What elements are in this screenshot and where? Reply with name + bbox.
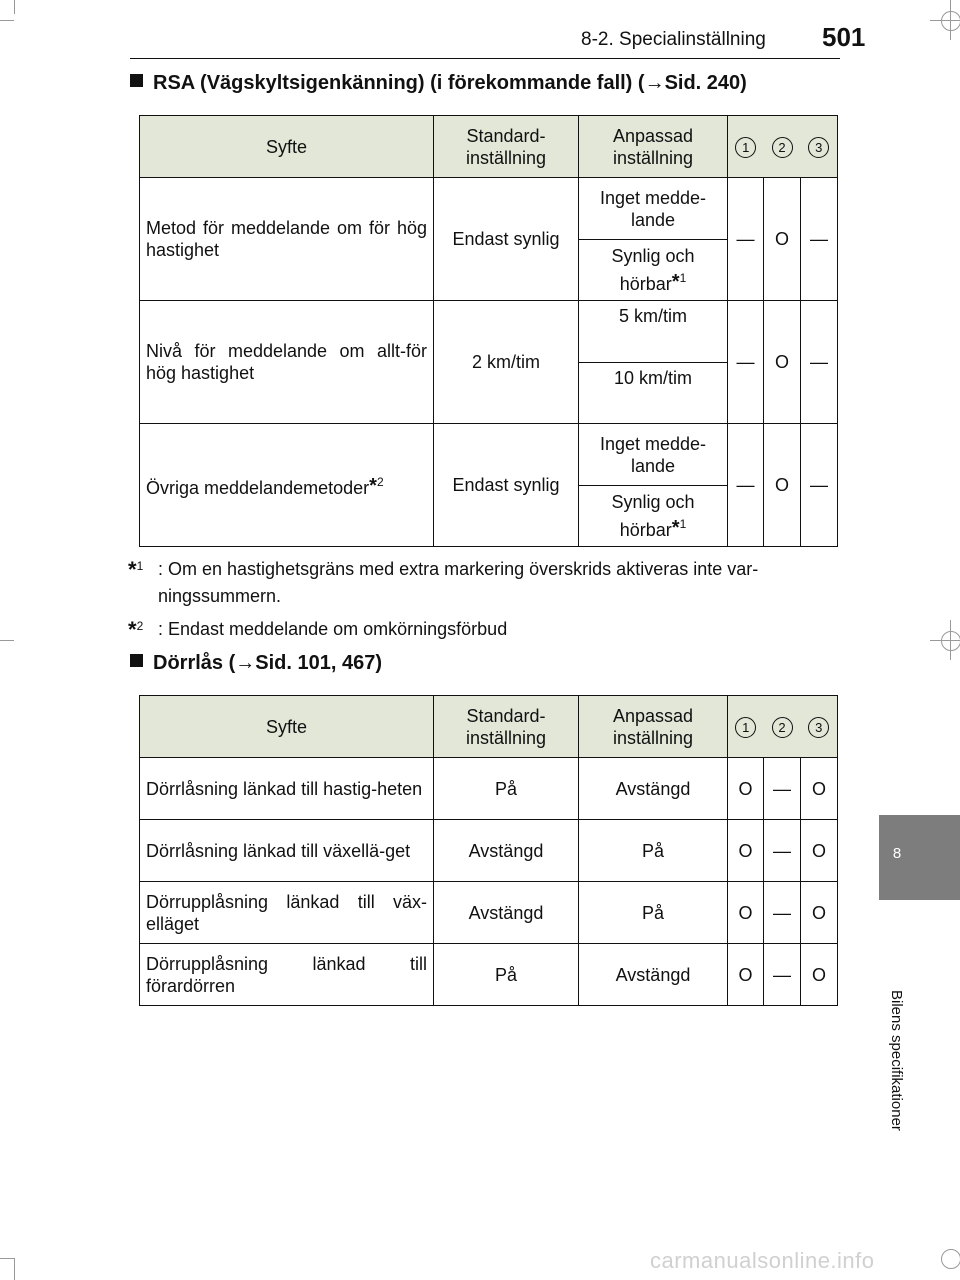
row-mark-2: — (764, 820, 801, 882)
crop-mark (0, 640, 14, 641)
row-option: Inget medde-lande (579, 424, 728, 486)
row-mark-2: — (764, 882, 801, 944)
row-mark-1: — (728, 301, 764, 424)
row-purpose: Nivå för meddelande om allt-för hög hastighet (140, 301, 434, 424)
table-header-row (140, 116, 838, 178)
col-2: 2 (764, 696, 801, 758)
row-default: Avstängd (434, 820, 579, 882)
crop-mark (941, 1249, 960, 1269)
crop-mark (950, 0, 951, 40)
col-purpose: Syfte (140, 116, 434, 178)
row-mark-3: — (801, 301, 838, 424)
row-purpose: Dörrlåsning länkad till hastig-heten (140, 758, 434, 820)
row-purpose: Dörrupplåsning länkad till förardörren (140, 944, 434, 1006)
col-default: Standard-inställning (434, 116, 579, 178)
crop-mark (950, 620, 951, 660)
row-option: 5 km/tim (579, 301, 728, 363)
section-heading: 8-2. Specialinställning (581, 29, 766, 50)
row-mark-2: O (764, 424, 801, 547)
col-custom: Anpassad inställning (579, 116, 728, 178)
row-default: 2 km/tim (434, 301, 579, 424)
col-3: 3 (801, 116, 838, 178)
door-lock-table (139, 695, 838, 1006)
row-mark-1: — (728, 424, 764, 547)
watermark: carmanualsonline.info (650, 1248, 875, 1273)
row-mark-3: O (801, 758, 838, 820)
row-option: 10 km/tim (579, 363, 728, 424)
row-purpose: Övriga meddelandemetoder$^{*2}$ (140, 424, 434, 547)
col-purpose: Syfte (140, 696, 434, 758)
row-mark-1: O (728, 820, 764, 882)
footnote-ref: *1 (671, 271, 687, 293)
crop-mark (14, 1258, 15, 1280)
table-row (140, 820, 838, 882)
footnote-2: *$^2$ : Endast meddelande om omkörningsförbud (128, 617, 508, 642)
rsa-table (139, 115, 838, 547)
row-mark-2: O (764, 178, 801, 301)
row-mark-3: O (801, 820, 838, 882)
footnote-ref: *1 (671, 517, 687, 539)
row-custom: På (579, 820, 728, 882)
row-mark-3: O (801, 944, 838, 1006)
row-mark-3: — (801, 178, 838, 301)
row-mark-1: O (728, 944, 764, 1006)
section-title-rsa: RSA (Vägskyltsigenkänning) (i förekommande fall) (→Sid. 240) (130, 72, 747, 95)
chapter-label: Bilens specifikationer (888, 990, 905, 1131)
row-default: Endast synlig (434, 424, 579, 547)
row-mark-1: — (728, 178, 764, 301)
row-purpose: Metod för meddelande om för hög hastighet (140, 178, 434, 301)
bullet-square-icon (130, 74, 143, 87)
row-mark-2: — (764, 944, 801, 1006)
row-mark-1: O (728, 758, 764, 820)
crop-mark (0, 1258, 14, 1259)
row-default: Avstängd (434, 882, 579, 944)
row-mark-3: O (801, 882, 838, 944)
chapter-number: 8 (892, 845, 902, 862)
row-option: Synlig och hörbar$^{*1}$ (579, 486, 728, 547)
header-rule (130, 58, 840, 59)
row-default: På (434, 758, 579, 820)
footnote-1: *$^1$ : Om en hastighetsgräns med extra markering överskrids aktiveras inte var- ningssummern. (128, 557, 759, 606)
row-custom: På (579, 882, 728, 944)
row-purpose: Dörrlåsning länkad till växellä-get (140, 820, 434, 882)
footnote-ref: *2 (369, 475, 384, 497)
row-default: Endast synlig (434, 178, 579, 301)
crop-mark (0, 20, 14, 21)
table-row (140, 882, 838, 944)
row-mark-2: — (764, 758, 801, 820)
row-option: Inget medde-lande (579, 178, 728, 240)
col-default: Standard-inställning (434, 696, 579, 758)
table-row (140, 301, 838, 363)
col-1: 1 (728, 116, 764, 178)
section-title-door-locks: Dörrlås (→Sid. 101, 467) (130, 652, 382, 675)
row-purpose: Dörrupplåsning länkad till väx-elläget (140, 882, 434, 944)
row-option: Synlig och hörbar$^{*1}$ (579, 240, 728, 301)
crop-mark (14, 0, 15, 14)
row-default: På (434, 944, 579, 1006)
col-1: 1 (728, 696, 764, 758)
table-header-row (140, 696, 838, 758)
col-3: 3 (801, 696, 838, 758)
table-row (140, 944, 838, 1006)
row-custom: Avstängd (579, 944, 728, 1006)
col-custom: Anpassad inställning (579, 696, 728, 758)
bullet-square-icon (130, 654, 143, 667)
row-mark-1: O (728, 882, 764, 944)
table-row (140, 424, 838, 486)
row-mark-2: O (764, 301, 801, 424)
col-2: 2 (764, 116, 801, 178)
row-mark-3: — (801, 424, 838, 547)
table-row (140, 178, 838, 240)
page-number: 501 (822, 22, 866, 52)
table-row (140, 758, 838, 820)
row-custom: Avstängd (579, 758, 728, 820)
